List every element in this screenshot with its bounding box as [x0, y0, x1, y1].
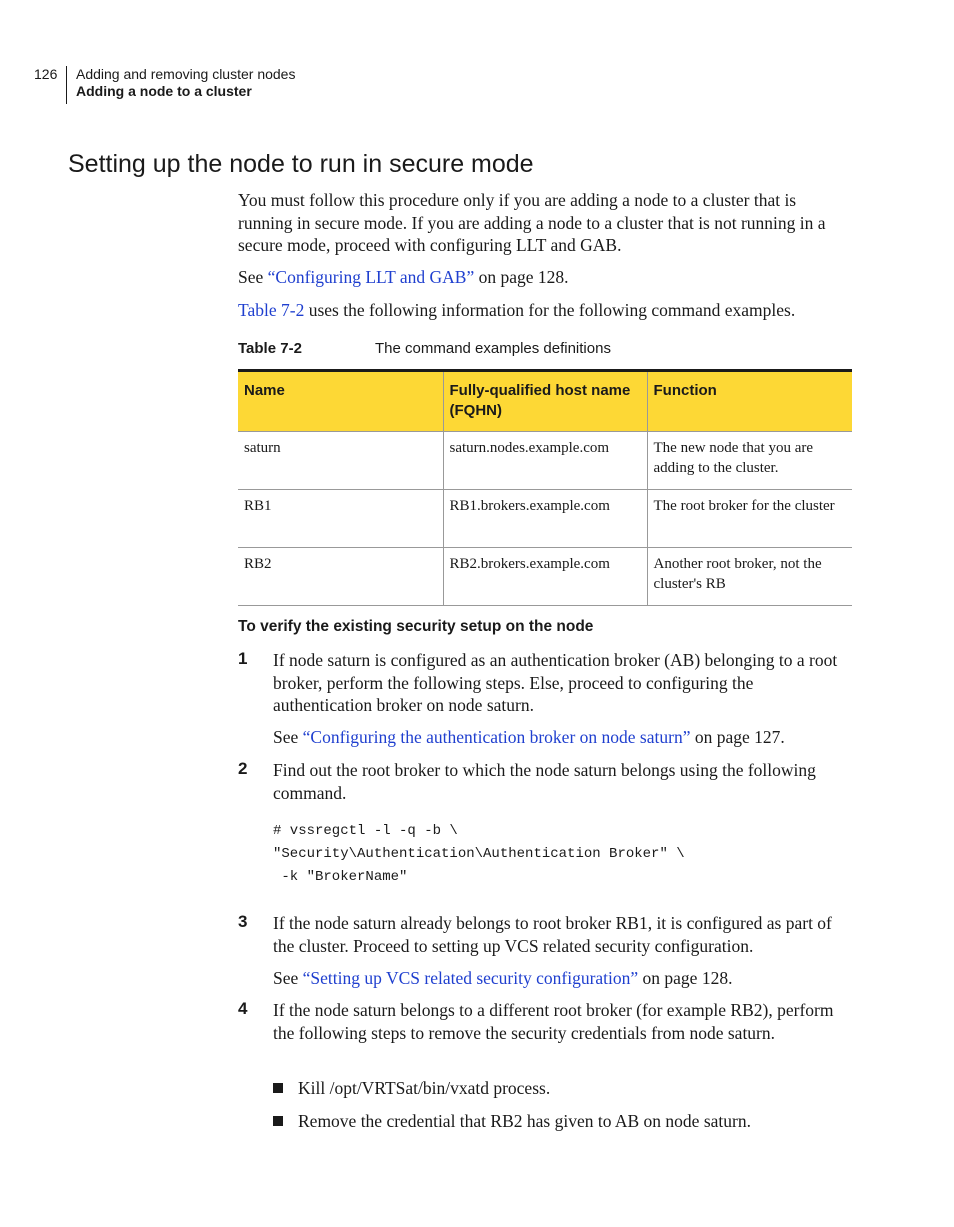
table-header-row	[238, 371, 852, 432]
step-number-3: 3	[238, 912, 248, 931]
table-caption	[238, 340, 611, 357]
table-intro-paragraph	[238, 299, 853, 322]
see-suffix: on page 128.	[474, 267, 569, 287]
table-title: The command examples definitions	[375, 340, 611, 357]
list-item	[273, 1077, 550, 1100]
step-1-see	[273, 726, 853, 749]
bullet-text: Remove the credential that RB2 has given to AB on node saturn.	[298, 1111, 751, 1131]
cell-name: RB1	[238, 490, 443, 548]
page-number: 126	[34, 66, 58, 82]
header-name: Name	[238, 371, 443, 432]
intro-paragraph: You must follow this procedure only if you are adding a node to a cluster that is running in secure mode. If you are adding a node to a cluster that is not running in a secure mode, proceed with configuring LLT and GAB.	[238, 190, 826, 255]
cell-fqhn: RB1.brokers.example.com	[443, 490, 647, 548]
link-configuring-llt-gab[interactable]: “Configuring LLT and GAB”	[267, 267, 475, 287]
bullet-square-icon	[273, 1116, 283, 1126]
list-item	[273, 1110, 751, 1133]
see-prefix: See	[273, 727, 303, 747]
step-number-2: 2	[238, 759, 248, 778]
table-row	[238, 548, 852, 606]
link-table-7-2[interactable]: Table 7-2	[238, 300, 305, 320]
procedure-heading: To verify the existing security setup on the node	[238, 618, 594, 635]
cell-fqhn: RB2.brokers.example.com	[443, 548, 647, 606]
step-number-1: 1	[238, 649, 248, 668]
chapter-title: Adding and removing cluster nodes	[76, 66, 296, 82]
cell-name: RB2	[238, 548, 443, 606]
bullet-square-icon	[273, 1083, 283, 1093]
header-function: Function	[647, 371, 852, 432]
table-intro-text: uses the following information for the following command examples.	[304, 300, 796, 320]
link-vcs-security-config[interactable]: “Setting up VCS related security configuration”	[302, 968, 639, 988]
header-fqhn: Fully-qualified host name (FQHN)	[443, 371, 647, 432]
cell-function: Another root broker, not the cluster's RB	[647, 548, 852, 606]
see-prefix: See	[273, 968, 303, 988]
see-prefix: See	[238, 267, 268, 287]
table-row	[238, 490, 852, 548]
see-configuring-llt	[238, 266, 853, 289]
definitions-table	[238, 369, 852, 606]
step-2-text: Find out the root broker to which the node saturn belongs using the following command.	[273, 760, 816, 803]
link-configuring-auth-broker[interactable]: “Configuring the authentication broker on node saturn”	[302, 727, 691, 747]
step-3-text: If the node saturn already belongs to root broker RB1, it is configured as part of the cluster. Proceed to setting up VCS related security configuration.	[273, 913, 832, 956]
cell-name: saturn	[238, 432, 443, 490]
table-row	[238, 432, 852, 490]
cell-function: The new node that you are adding to the cluster.	[647, 432, 852, 490]
cell-fqhn: saturn.nodes.example.com	[443, 432, 647, 490]
step-3-see	[273, 967, 853, 990]
section-title: Adding a node to a cluster	[76, 83, 252, 99]
table-number: Table 7-2	[238, 340, 302, 357]
step-number-4: 4	[238, 999, 248, 1018]
code-block: # vssregctl -l -q -b \ "Security\Authentication\Authentication Broker" \ -k "BrokerName"	[273, 823, 685, 885]
see-suffix: on page 128.	[638, 968, 733, 988]
cell-function: The root broker for the cluster	[647, 490, 852, 548]
page-title: Setting up the node to run in secure mode	[68, 150, 534, 178]
bullet-text: Kill /opt/VRTSat/bin/vxatd process.	[298, 1078, 551, 1098]
header-divider	[66, 66, 67, 104]
step-4-text: If the node saturn belongs to a different root broker (for example RB2), perform the following steps to remove the security credentials from node saturn.	[273, 1000, 834, 1043]
see-suffix: on page 127.	[690, 727, 785, 747]
step-1-text: If node saturn is configured as an authentication broker (AB) belonging to a root broker, perform the following steps. Else, proceed to configuring the authentication broker on node saturn.	[273, 650, 838, 715]
